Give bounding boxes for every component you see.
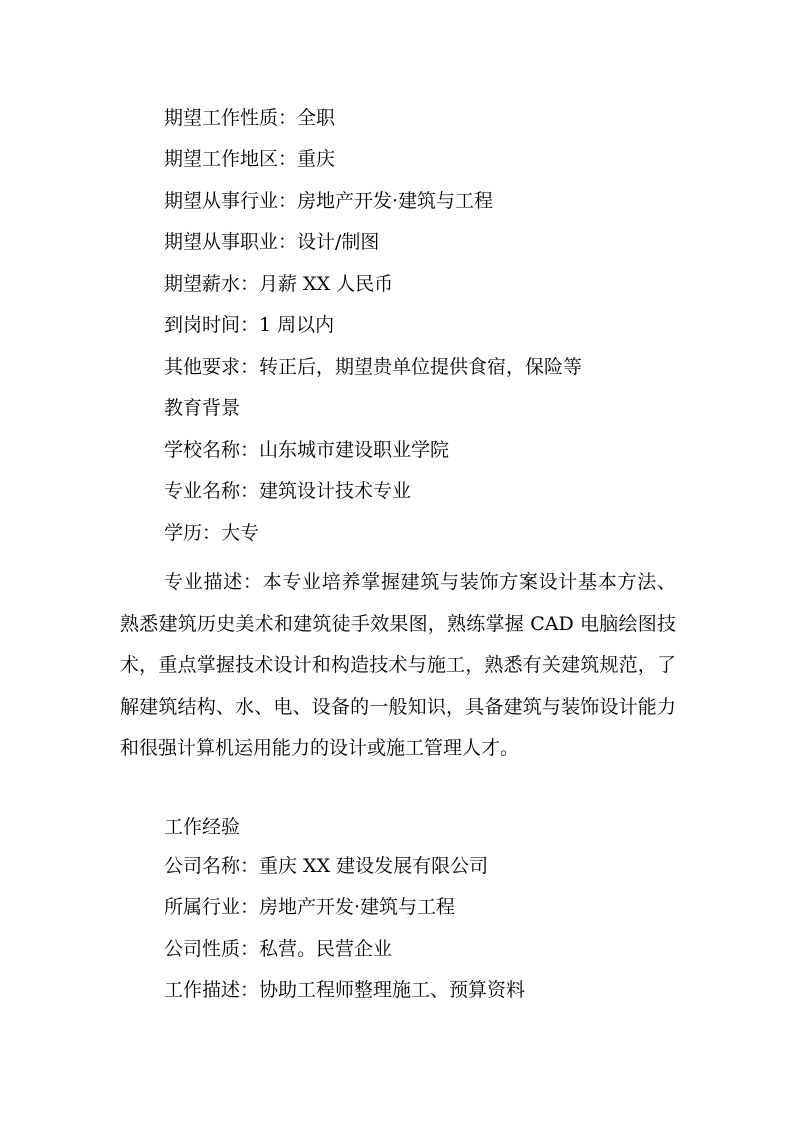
- expected-industry: 期望从事行业：房地产开发·建筑与工程: [164, 190, 494, 212]
- degree: 学历：大专: [164, 522, 260, 544]
- major-description: 专业描述：本专业培养掌握建筑与装饰方案设计基本方法、熟悉建筑历史美术和建筑徒手效果图，熟练掌握 CAD 电脑绘图技术，重点掌握技术设计和构造技术与施工，熟悉有关建筑规范，了解建筑结构、水、电、设备的一般知识，具备建筑与装饰设计能力和很强计算机运用能力的设计或施工管理人才。: [120, 571, 676, 759]
- expected-occupation: 期望从事职业：设计/制图: [164, 231, 380, 253]
- school-name: 学校名称：山东城市建设职业学院: [164, 439, 450, 461]
- expected-job-nature: 期望工作性质：全职: [164, 107, 336, 129]
- other-requirements: 其他要求：转正后，期望贵单位提供食宿，保险等: [164, 356, 583, 378]
- expected-job-location: 期望工作地区：重庆: [164, 148, 336, 170]
- expected-salary: 期望薪水：月薪 XX 人民币: [164, 273, 394, 295]
- company-industry: 所属行业：房地产开发·建筑与工程: [164, 896, 456, 918]
- job-description: 工作描述：协助工程师整理施工、预算资料: [164, 979, 526, 1001]
- company-type: 公司性质：私营。民营企业: [164, 938, 393, 960]
- work-experience-heading: 工作经验: [164, 816, 241, 838]
- start-time: 到岗时间：1 周以内: [164, 314, 335, 336]
- major-name: 专业名称：建筑设计技术专业: [164, 480, 412, 502]
- education-heading: 教育背景: [164, 397, 241, 419]
- company-name: 公司名称：重庆 XX 建设发展有限公司: [164, 855, 489, 877]
